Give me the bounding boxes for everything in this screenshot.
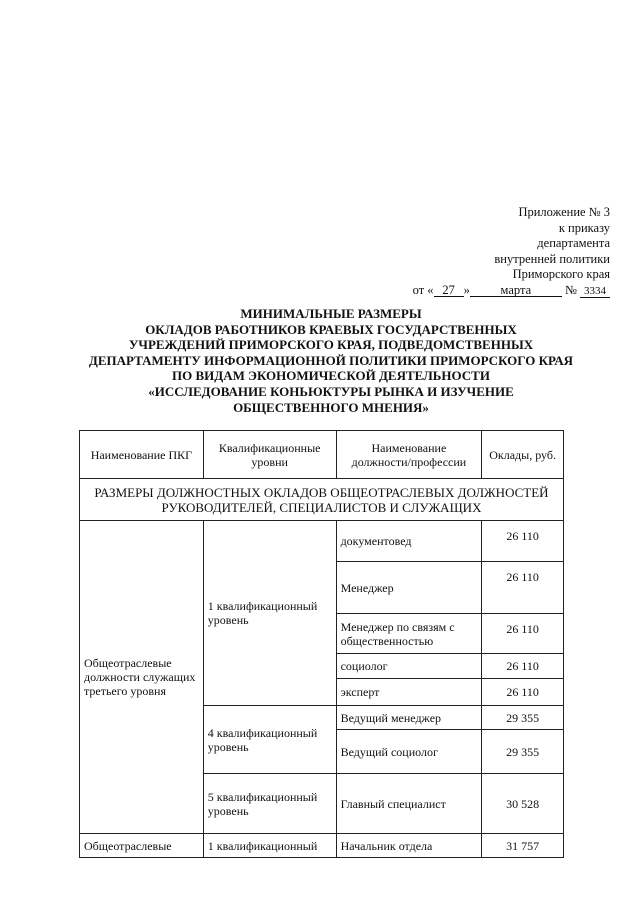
position-cell: социолог [336,654,482,679]
position-cell: эксперт [336,679,482,706]
order-month: марта [470,284,562,297]
position-cell: Менеджер по связям с общественностью [336,614,482,654]
position-cell: Начальник отдела [336,834,482,858]
order-mid: » [463,282,470,297]
order-number: 3334 [580,285,610,298]
salary-table [79,430,564,858]
header-position: Наименование должности/профессии [336,431,482,479]
pkg-cell: Общеотраслевые должности служащих третьего уровня [80,521,204,834]
salary-cell: 26 110 [482,562,564,614]
position-cell: документовед [336,521,482,562]
position-cell: Ведущий менеджер [336,706,482,730]
section-row [80,479,564,521]
appendix-line: к приказу [558,220,610,235]
header-salary: Оклады, руб. [482,431,564,479]
level-cell: 4 квалификационный уровень [203,706,336,774]
appendix-line: Приложение № 3 [518,205,610,219]
section-title: РАЗМЕРЫ ДОЛЖНОСТНЫХ ОКЛАДОВ ОБЩЕОТРАСЛЕВЫХ ДОЛЖНОСТЕЙ РУКОВОДИТЕЛЕЙ, СПЕЦИАЛИСТОВ И СЛУЖАЩИХ [80,479,564,521]
pkg-cell: Общеотраслевые [80,834,204,858]
salary-cell: 30 528 [482,774,564,834]
order-line [413,283,610,299]
order-number-label: № [564,282,577,297]
header-levels: Квалификационные уровни [203,431,336,479]
title-line: МИНИМАЛЬНЫЕ РАЗМЕРЫ [240,306,422,321]
title-line: ОБЩЕСТВЕННОГО МНЕНИЯ» [233,399,429,415]
order-day: 27 [434,284,464,297]
salary-cell: 26 110 [482,521,564,562]
salary-cell: 29 355 [482,706,564,730]
level-cell: 1 квалификационный [203,834,336,858]
title-line: УЧРЕЖДЕНИЙ ПРИМОРСКОГО КРАЯ, ПОДВЕДОМСТВЕННЫХ [128,337,534,353]
position-cell: Ведущий социолог [336,730,482,774]
order-prefix: от « [412,282,434,297]
document-title [60,306,602,415]
header-pkg: Наименование ПКГ [80,431,204,479]
title-line: ДЕПАРТАМЕНТУ ИНФОРМАЦИОННОЙ ПОЛИТИКИ ПРИМОРСКОГО КРАЯ [88,352,574,368]
table-row [80,521,564,562]
appendix-line: внутренней политики [494,251,610,266]
title-line: «ИССЛЕДОВАНИЕ КОНЬЮКТУРЫ РЫНКА И ИЗУЧЕНИЕ [148,383,514,399]
title-line: ОКЛАДОВ РАБОТНИКОВ КРАЕВЫХ ГОСУДАРСТВЕННЫХ [145,321,517,337]
appendix-line: департамента [537,236,610,251]
salary-cell: 26 110 [482,614,564,654]
salary-cell: 26 110 [482,654,564,679]
salary-cell: 26 110 [482,679,564,706]
position-cell: Менеджер [336,562,482,614]
title-line: ПО ВИДАМ ЭКОНОМИЧЕСКОЙ ДЕЯТЕЛЬНОСТИ [172,368,490,384]
level-cell: 5 квалификационный уровень [203,774,336,834]
appendix-line: Приморского края [512,267,610,282]
appendix-block [413,205,610,299]
salary-cell: 31 757 [482,834,564,858]
table-header-row [80,431,564,479]
table-row [80,834,564,858]
level-cell: 1 квалификационный уровень [203,521,336,706]
position-cell: Главный специалист [336,774,482,834]
salary-cell: 29 355 [482,730,564,774]
